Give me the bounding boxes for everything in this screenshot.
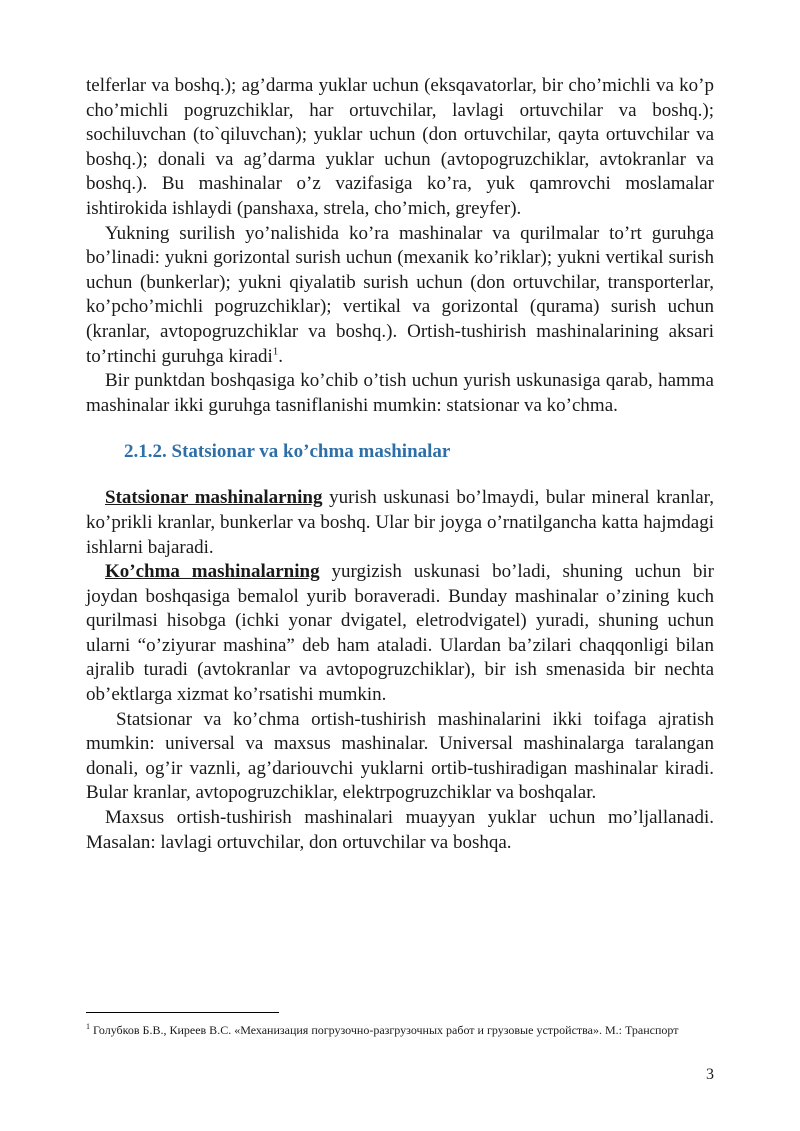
footnote-text: Голубков Б.В., Киреев В.С. «Механизация погрузочно-разгрузочных работ и грузовые устройства». М.: Транспорт xyxy=(90,1023,679,1037)
paragraph-2 xyxy=(86,222,714,370)
paragraph-7: Maxsus ortish-tushirish mashinalari muayyan yuklar uchun mo’ljallanadi. Masalan: lavlagi ortuvchilar, don ortuvchilar va boshqa. xyxy=(86,807,714,853)
paragraph-2-text: Yukning surilish yo’nalishida ko’ra mashinalar va qurilmalar to’rt guruhga bo’linadi: yukni gorizontal surish uchun (mexanik ko’riklar); yukni vertikal surish uchun (bunkerlar); yukni qiyalatib surish uchun (don ortuvchilar, transporterlar, ko’pcho’michli pogruzchiklar); vertikal va gorizontal (qurama) surish uchun (kranlar, avtopogruzchiklar va boshq.). Ortish-tushirish mashinalarining aksari to’rtinchi guruhga kiradi xyxy=(86,222,714,367)
paragraph-4-text: yurish uskunasi bo’lmaydi, bular mineral kranlar, ko’prikli kranlar, bunkerlar va boshq. Ular bir joyga o’rnatilgancha katta hajmdagi ishlarni bajaradi. xyxy=(86,487,714,558)
page-number: 3 xyxy=(706,1066,714,1083)
paragraph-1: telferlar va boshq.); ag’darma yuklar uchun (eksqavatorlar, bir cho’michli va ko’p cho’michli pogruzchiklar, har ortuvchilar, lavlagi ortuvchilar va boshq.); sochiluvchan (to`qiluvchan); yuklar uchun (don ortuvchilar, qayta ortuvchilar va boshq.); donali va ag’darma yuklar uchun (avtopogruzchiklar, avtokranlar va boshq.). Bu mashinalar o’z vazifasiga ko’ra, yuk qamrovchi moslamalar ishtirokida ishlaydi (panshaxa, strela, cho’mich, greyfer). xyxy=(86,75,714,219)
term-mobile: Ko’chma mashinalarning xyxy=(105,561,320,583)
paragraph-5-text: yurgizish uskunasi bo’ladi, shuning uchun bir joydan boshqasiga bemalol yurib boraveradi. Bunday mashinalar o’zining kuch qurilmasi hisobga (ichki yonar dvigatel, eletrodvigatel) yuradi, shuning uchun ularni “o’ziyurar mashina” deb ham ataladi. Ulardan ba’zilari chaqqonligi bilan ajralib turadi (avtokranlar va avtopogruzchiklar), bir ish smenasida bir nechta ob’ektlarga xizmat ko’rsatishi mumkin. xyxy=(86,561,714,706)
paragraph-3: Bir punktdan boshqasiga ko’chib o’tish uchun yurish uskunasiga qarab, hamma mashinalar ikki guruhga tasniflanishi mumkin: statsionar va ko’chma. xyxy=(86,370,714,416)
paragraph-5 xyxy=(86,560,714,708)
paragraph-6: Statsionar va ko’chma ortish-tushirish mashinalarini ikki toifaga ajratish mumkin: universal va maxsus mashinalar. Universal mashinalarga taralangan donali, og’ir vaznli, ag’dariouvchi yuklarni ortib-tushiradigan mashinalar kiradi. Bular kranlar, avtopogruzchiklar, elektrpogruzchiklar va boshqalar. xyxy=(86,708,714,804)
paragraph-2-end: . xyxy=(278,345,284,367)
term-stationary: Statsionar mashinalarning xyxy=(105,487,323,509)
footnote-marker: 1 xyxy=(86,1022,90,1031)
section-heading: 2.1.2. Statsionar va ko’chma mashinalar xyxy=(124,441,451,463)
paragraph-4 xyxy=(86,486,714,560)
footnote-divider xyxy=(86,1012,279,1013)
footnote-reference[interactable]: 1 xyxy=(272,345,279,358)
page-body xyxy=(86,74,714,855)
footnote xyxy=(86,1021,714,1039)
